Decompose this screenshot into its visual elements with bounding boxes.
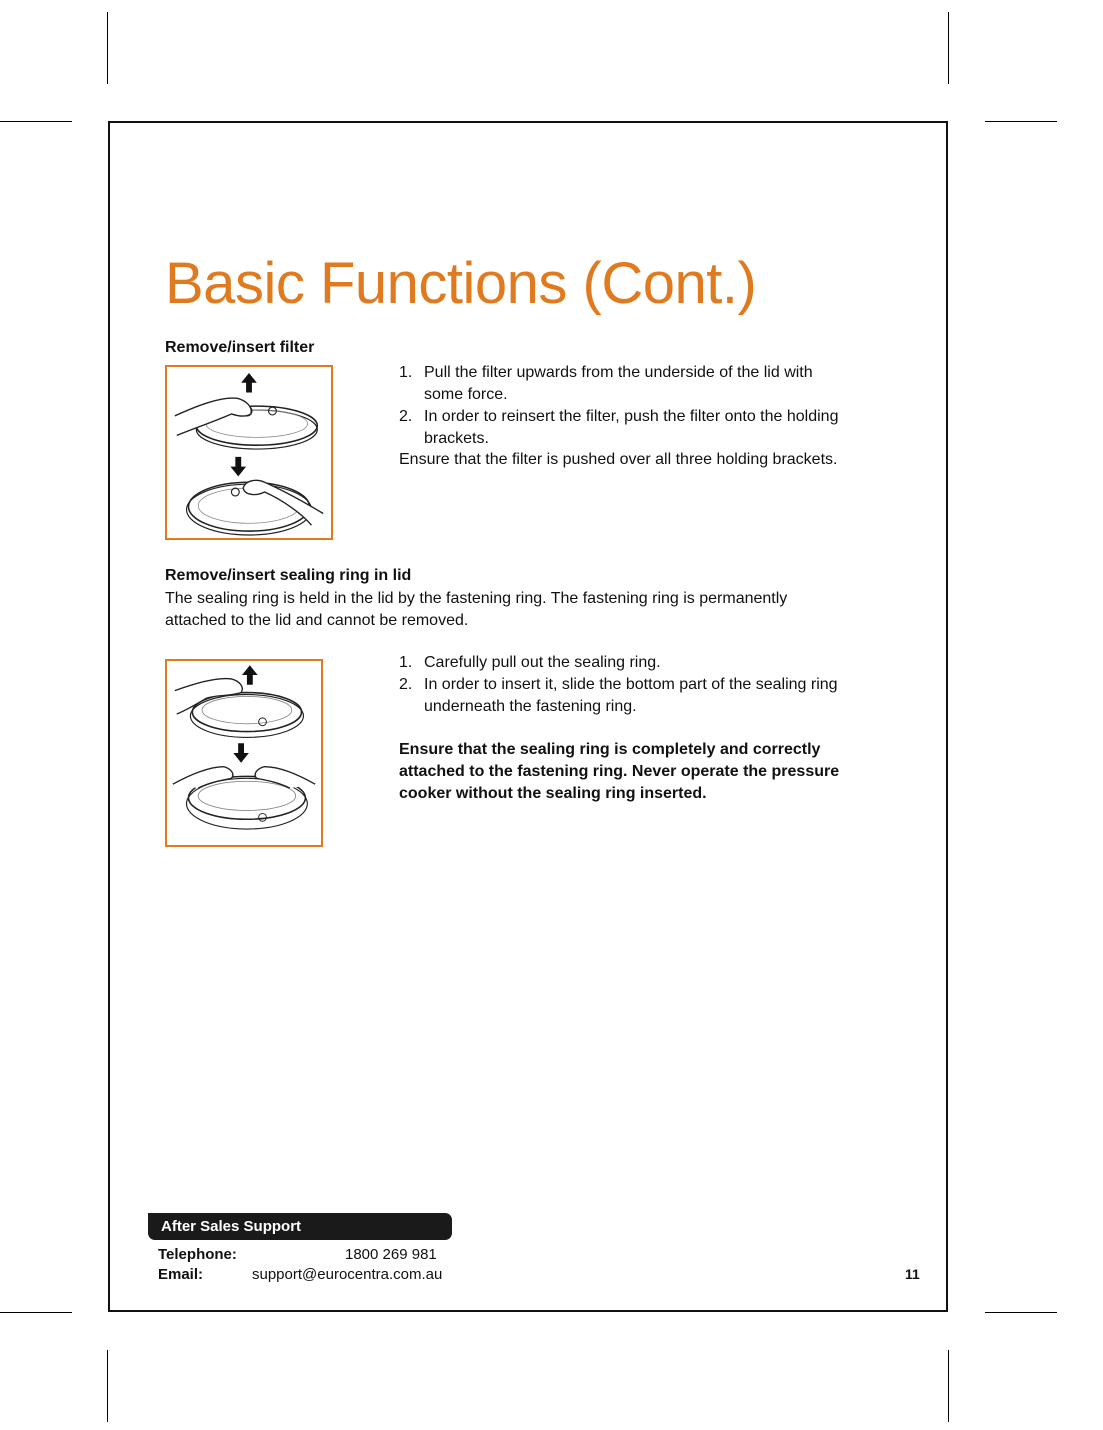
warning-line: attached to the fastening ring. Never operate the pressure	[399, 763, 840, 780]
crop-mark	[948, 1350, 949, 1422]
section-heading-filter: Remove/insert filter	[165, 339, 315, 356]
list-item	[399, 406, 919, 450]
step-text: underneath the fastening ring.	[424, 698, 637, 715]
step-number: 2.	[399, 676, 413, 693]
email-label-text: Email:	[158, 1266, 204, 1283]
list-item	[399, 362, 919, 406]
after-sales-support-bar: After Sales Support	[148, 1213, 452, 1240]
step-number: 2.	[399, 408, 413, 425]
filter-illustration	[165, 365, 333, 540]
telephone-label	[158, 1245, 237, 1265]
crop-mark	[0, 121, 72, 122]
intro-line: attached to the lid and cannot be removed.	[165, 612, 469, 629]
step-text: In order to reinsert the filter, push the filter onto the holding	[424, 408, 839, 425]
filter-note: Ensure that the filter is pushed over all three holding brackets.	[399, 451, 838, 468]
list-item	[399, 652, 919, 674]
crop-mark	[948, 12, 949, 84]
list-item	[399, 674, 919, 718]
sealing-ring-illustration	[165, 659, 323, 847]
crop-mark	[985, 121, 1057, 122]
crop-mark	[107, 12, 108, 84]
page-number: 11	[905, 1266, 920, 1282]
warning-line: cooker without the sealing ring inserted.	[399, 785, 707, 802]
intro-line: The sealing ring is held in the lid by the fastening ring. The fastening ring is permanently	[165, 590, 788, 607]
telephone-label-text: Telephone:	[158, 1246, 237, 1263]
filter-diagram	[167, 367, 331, 538]
filter-steps	[399, 362, 919, 450]
crop-mark	[985, 1312, 1057, 1313]
step-text: Pull the filter upwards from the underside of the lid with	[424, 364, 813, 381]
step-text: In order to insert it, slide the bottom part of the sealing ring	[424, 676, 838, 693]
sealing-ring-warning	[399, 739, 939, 805]
crop-mark	[0, 1312, 72, 1313]
page-title: Basic Functions (Cont.)	[165, 251, 757, 316]
step-text: Carefully pull out the sealing ring.	[424, 654, 661, 671]
section-heading-sealing-ring: Remove/insert sealing ring in lid	[165, 567, 412, 584]
step-text: brackets.	[424, 430, 489, 447]
email-label	[158, 1265, 203, 1285]
sealing-ring-intro	[165, 588, 905, 632]
email-value: support@eurocentra.com.au	[252, 1266, 443, 1283]
warning-line: Ensure that the sealing ring is completely and correctly	[399, 741, 821, 758]
telephone-value: 1800 269 981	[345, 1246, 437, 1263]
step-text: some force.	[424, 386, 508, 403]
sealing-ring-diagram	[167, 661, 321, 845]
step-number: 1.	[399, 364, 413, 381]
crop-mark	[107, 1350, 108, 1422]
step-number: 1.	[399, 654, 413, 671]
sealing-ring-steps	[399, 652, 919, 718]
